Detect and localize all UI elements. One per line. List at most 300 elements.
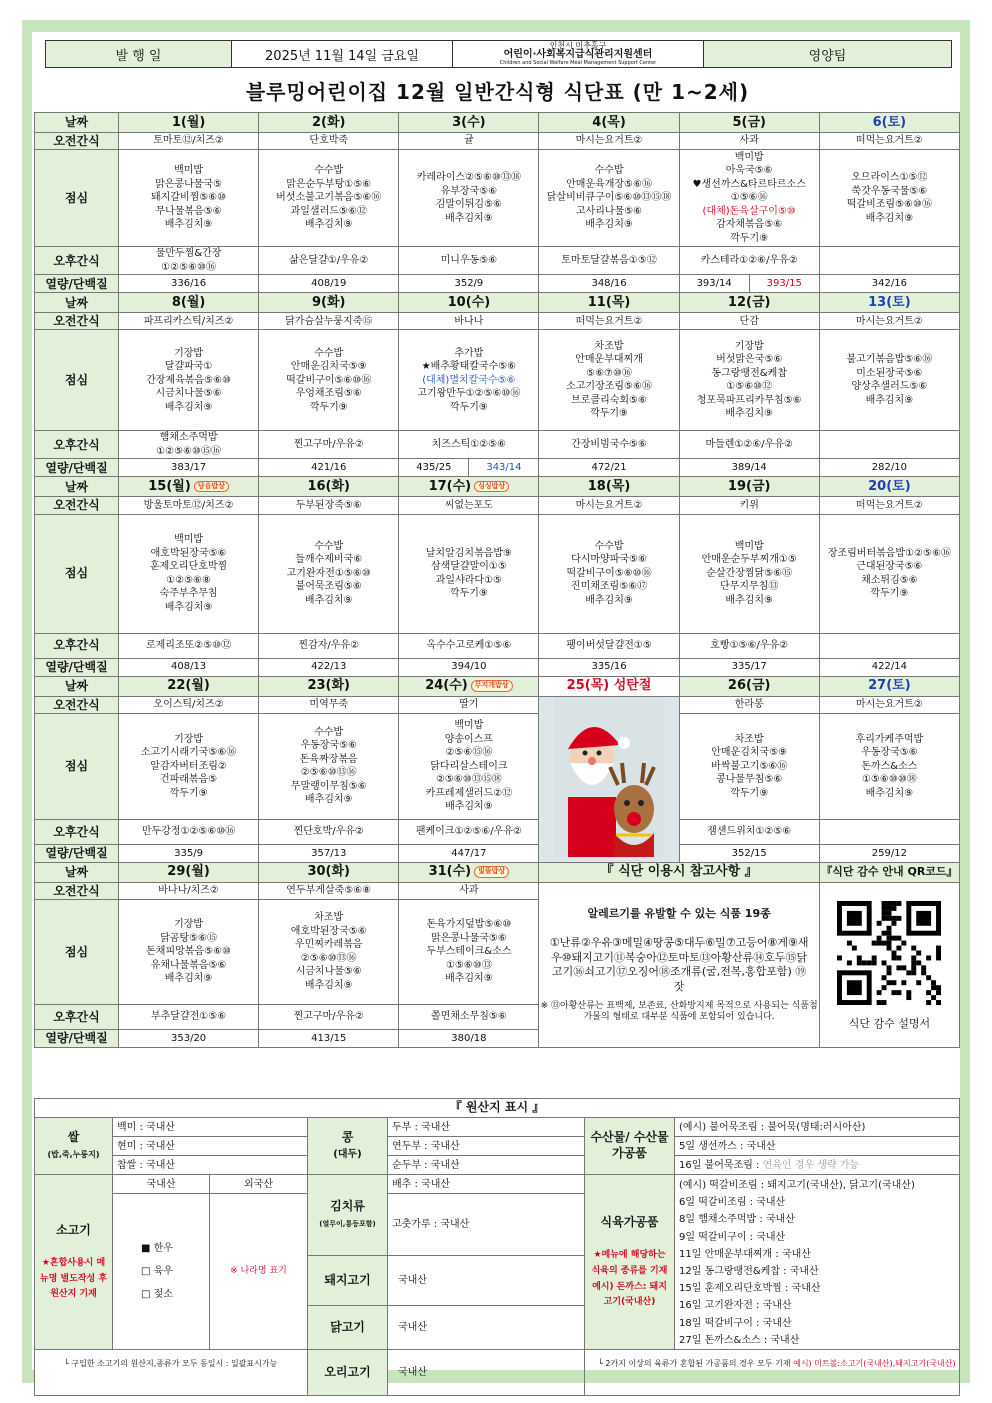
allergy-foot: ※ ⑬아황산류는 표백제, 보존료, 산화방지제 목적으로 사용되는 식품첨가물의 형태로 대부분 식품에 포함되어 있습니다.: [540, 1001, 818, 1022]
am-cell: 단호박죽: [259, 133, 399, 150]
label-kcal: 열량/단백질: [35, 459, 119, 477]
logo-en: Children and Social Welfare Meal Management Support Center: [499, 59, 657, 66]
lunch-item: 건파래볶음⑤: [159, 774, 218, 785]
foot-right-text: └ 2가지 이상의 육류가 혼합된 가공품의 경우 모두 기재: [598, 1359, 791, 1368]
lunch-item: 동그랑땡전&케찹: [711, 367, 787, 379]
date-cell: [819, 676, 959, 696]
kcal-cell: 408/19: [259, 275, 399, 293]
date-text: 15(월): [148, 479, 191, 495]
notes-title: 『 식단 이용시 참고사항 』: [539, 862, 819, 882]
label-pm: 오후간식: [35, 431, 119, 459]
santa-rudolph-icon: [554, 697, 664, 857]
kcal-alt: 343/14: [486, 462, 522, 474]
pm-cell: 쫄면채소무침⑤⑥: [399, 1004, 539, 1029]
lunch-item: 닭곰탕⑤⑥⑮: [160, 932, 218, 944]
am-cell: 연두부게살죽⑤⑥⑧: [259, 882, 399, 899]
date-cell: [399, 862, 539, 882]
pm-line: 물만두찜&간장 ①②⑤⑥⑩⑯: [155, 248, 222, 273]
lunch-item: 깍두기⑨: [590, 408, 629, 420]
lunch-item: 닭다리살스테이크: [430, 760, 508, 772]
lunch-item: 우동장국⑤⑥: [861, 747, 918, 758]
pm-cell: 간장비빔국수⑤⑥: [539, 431, 679, 459]
lunch-item: 배추김치⑨: [445, 973, 493, 985]
date-row: [35, 676, 960, 696]
lunch-item: 다시마양파국⑤⑥: [571, 554, 647, 566]
lunch-cell: [259, 514, 399, 633]
date-cell: [399, 113, 539, 133]
am-cell: 방울토마토⑫/치즈②: [119, 497, 259, 514]
lunch-item: 두부스테이크&소스: [426, 946, 512, 958]
lunch-item: 훈제오리단호박찜: [149, 561, 228, 573]
date-cell: [679, 477, 819, 497]
am-cell: 사과: [399, 882, 539, 899]
kcal-row: [35, 275, 960, 293]
lunch-item: 카프레제샐러드②⑫: [425, 787, 513, 799]
beef-dom-opts: [113, 1194, 210, 1350]
lunch-cell: [679, 150, 819, 247]
bean-2: 순두부 : 국내산: [388, 1156, 585, 1175]
lunch-item: 배추김치⑨: [164, 601, 213, 613]
lunch-item: 떡갈비구이⑤⑥⑩⑯: [566, 567, 652, 579]
lunch-item: ②⑤⑥⑮⑯: [445, 747, 493, 758]
lunch-item: 애호박된장국⑤⑥: [290, 925, 367, 937]
date-cell: [539, 293, 679, 313]
lunch-item: 무말랭이무침⑤⑥: [290, 780, 367, 792]
lunch-item: 안매운김치국⑤⑨: [711, 747, 788, 758]
label-kcal: 열량/단백질: [35, 844, 119, 862]
date-text: 27(토): [868, 678, 911, 694]
proc-list: [675, 1175, 960, 1350]
lunch-item: 백미밥: [454, 720, 484, 731]
qr-cell: [819, 882, 959, 1047]
date-cell: [819, 477, 959, 497]
date-text: 26(금): [727, 678, 771, 694]
lunch-item: 과일샤라다①⑤: [435, 574, 502, 586]
lunch-cell: [819, 150, 959, 247]
date-cell: [119, 293, 259, 313]
label-date: 날짜: [35, 477, 119, 497]
am-cell: 단감: [679, 313, 819, 330]
lunch-item: 진미채조림⑤⑥⑰: [570, 581, 648, 593]
label-am: 오전간식: [35, 313, 119, 330]
date-row: [35, 113, 960, 133]
lunch-item: 쑥갓우동국물⑤⑥: [851, 185, 928, 197]
label-pm: 오후간식: [35, 819, 119, 844]
am-row: [35, 882, 960, 899]
lunch-cell: [539, 150, 679, 247]
beef-opt-yugu: □ 육우: [141, 1265, 173, 1277]
label-date: 날짜: [35, 113, 119, 133]
label-lunch: 점심: [35, 330, 119, 431]
date-cell: [259, 293, 399, 313]
date-text: 1(월): [171, 114, 206, 130]
kcal-cell: 342/16: [819, 275, 959, 293]
am-row: [35, 497, 960, 514]
lunch-item: 백미밥: [174, 534, 204, 546]
origin-table: [34, 1098, 960, 1396]
qr-caption: 식단 감수 설명서: [848, 1017, 931, 1031]
lunch-cell: [539, 330, 679, 431]
lunch-item: 불고기볶음밥⑤⑥⑯: [846, 354, 933, 366]
lunch-cell: [119, 150, 259, 247]
origin-title: 『 원산지 표시 』: [35, 1099, 960, 1118]
lunch-item: 소고기장조림⑤⑥⑯: [566, 381, 652, 393]
lunch-cell: [119, 330, 259, 431]
lunch-row: [35, 514, 960, 633]
foot-right-red: 예시) 미트볼:소고기(국내산),돼지고기(국내산): [793, 1359, 956, 1368]
lunch-item: 불어묵조림⑤⑥: [295, 581, 362, 593]
lunch-item: 차조밥: [314, 912, 344, 924]
am-cell: 떠먹는요거트②: [819, 133, 959, 150]
lunch-item: 수수밥: [314, 347, 344, 359]
date-text: 22(월): [167, 678, 210, 694]
lunch-item: 고기왕만두①②⑤⑥⑩⑯: [417, 388, 521, 400]
lunch-item: 배추김치⑨: [865, 394, 914, 406]
lunch-item: 떡갈비구이⑤⑥⑩⑯: [286, 374, 372, 386]
lunch-item: 수수밥: [594, 165, 624, 177]
lunch-item: 안매운부대찌개: [575, 354, 643, 366]
lunch-item: 과일샐러드⑤⑥⑫: [290, 205, 367, 217]
kcal-row: [35, 459, 960, 477]
lunch-item: 깍두기⑨: [169, 787, 208, 799]
date-row: [35, 862, 960, 882]
badge-icon: 빛뜰밥상: [474, 866, 509, 877]
label-pm: 오후간식: [35, 247, 119, 275]
lunch-cell: [679, 713, 819, 819]
lunch-item: 아욱국⑤⑥: [725, 165, 773, 177]
lunch-item: 양송이스프: [444, 733, 494, 745]
fish-2-text: 16일 불어묵조림 :: [679, 1159, 763, 1171]
lunch-item: (대체)돈육살구이⑤⑩: [702, 205, 796, 217]
lunch-item: 카레라이스②⑤⑥⑩⑬⑱: [416, 172, 521, 184]
kcal-cell: 447/17: [399, 844, 539, 862]
rice-0: 백미 : 국내산: [113, 1118, 308, 1137]
kimchi-label: [308, 1175, 388, 1256]
lunch-item: ♥생선까스&타르타르소스: [692, 178, 806, 190]
pm-line: 햄채소주먹밥 ①②⑤⑥⑩⑮⑯: [156, 432, 221, 457]
lunch-item: 유부장국⑤⑥: [440, 185, 498, 197]
beef-dom-head: 국내산: [113, 1175, 210, 1194]
lunch-item: 깍두기⑨: [449, 401, 488, 413]
pm-cell: 로제리조또②⑤⑩⑫: [119, 633, 259, 658]
issue-date: 2025년 11월 14일 금요일: [232, 41, 453, 67]
pm-cell: [819, 633, 959, 658]
lunch-item: 깍두기⑨: [449, 588, 488, 600]
lunch-item: 감자채볶음⑤⑥: [716, 219, 783, 231]
lunch-item: 고기완자전①⑤⑥⑩: [286, 567, 371, 579]
lunch-item: 버섯소불고기볶음⑤⑥⑯: [276, 192, 382, 204]
date-text: 25(목) 성탄절: [566, 678, 652, 694]
pm-cell: [119, 247, 259, 275]
lunch-item: 배추김치⑨: [304, 219, 353, 231]
proc-8: 18일 떡갈비구이 : 국내산: [679, 1317, 792, 1329]
pm-cell: 카스테라①②⑥/우유②: [679, 247, 819, 275]
lunch-item: 백미밥: [174, 165, 204, 177]
am-cell: 마시는요거트②: [539, 133, 679, 150]
lunch-cell: [119, 514, 259, 633]
date-cell: [399, 676, 539, 696]
logo-small: 인천시 미추홀구: [549, 40, 607, 50]
am-cell: 토마토⑫/치즈②: [119, 133, 259, 150]
lunch-cell: [679, 330, 819, 431]
kcal-cell: [679, 275, 819, 293]
kcal-cell: 421/16: [259, 459, 399, 477]
kimchi-sub: (열무이,통등포함): [319, 1219, 376, 1228]
bean-1: 연두부 : 국내산: [388, 1137, 585, 1156]
lunch-item: 배추김치⑨: [585, 219, 633, 231]
lunch-item: 깍두기⑨: [730, 232, 769, 244]
date-text: 10(수): [447, 294, 491, 310]
lunch-item: ①⑤⑥⑩⑩⑱: [861, 774, 917, 785]
lunch-item: ②⑤⑥⑩⑬⑯: [300, 952, 357, 964]
lunch-item: 배추김치⑨: [445, 212, 493, 224]
kcal-row: [35, 844, 960, 862]
am-cell: 딸기: [399, 696, 539, 713]
lunch-item: 배추김치⑨: [585, 594, 633, 606]
label-am: 오전간식: [35, 133, 119, 150]
beef-blank: [35, 1349, 308, 1395]
center-logo: [453, 41, 704, 67]
lunch-item: 기장밥: [734, 340, 764, 352]
lunch-cell: [399, 150, 539, 247]
label-lunch: 점심: [35, 514, 119, 633]
beef-opt-jeotso: □ 젖소: [141, 1288, 173, 1300]
lunch-item: 배추김치⑨: [865, 787, 914, 799]
lunch-item: 삼색달걀말이①⑤: [430, 561, 507, 573]
proc-2: 8일 햄채소주먹밥 : 국내산: [679, 1214, 795, 1226]
lunch-item: 기장밥: [174, 347, 204, 359]
christmas-illustration: [539, 696, 679, 862]
proc-7: 16일 고기완자전 : 국내산: [679, 1300, 792, 1312]
lunch-item: 돼지갈비찜⑤⑥⑩: [150, 192, 227, 204]
date-cell: [679, 113, 819, 133]
lunch-cell: [259, 713, 399, 819]
lunch-cell: [819, 514, 959, 633]
lunch-item: 고사리나물⑤⑥: [575, 205, 643, 217]
duck-spacer: [585, 1349, 960, 1395]
lunch-item: 배추김치⑨: [164, 401, 213, 413]
fish-label: 수산물/ 수산물가공품: [585, 1118, 675, 1175]
am-cell: 씨없는포도: [399, 497, 539, 514]
date-text: 17(수): [428, 479, 472, 495]
rice-1: 현미 : 국내산: [113, 1137, 308, 1156]
date-cell: [259, 113, 399, 133]
lunch-item: ①⑤⑥⑩⑬: [445, 959, 492, 971]
bean-label: [308, 1118, 388, 1175]
lunch-item: 배추김치⑨: [164, 973, 213, 985]
pm-cell: 잼샌드위치①②⑤⑥: [679, 819, 819, 844]
date-text: 16(화): [307, 479, 350, 495]
lunch-cell: [399, 899, 539, 1004]
rice-2: 찹쌀 : 국내산: [113, 1156, 308, 1175]
am-cell: 바나나: [399, 313, 539, 330]
lunch-item: 우동장국⑤⑥: [300, 740, 358, 752]
am-row: [35, 313, 960, 330]
pm-row: [35, 819, 960, 844]
date-text: 29(월): [167, 864, 210, 880]
beef-note: ★혼합사용시 메뉴명 별도작성 후 원산지 기재: [39, 1258, 108, 1300]
am-row: [35, 133, 960, 150]
lunch-cell: [399, 514, 539, 633]
fish-1: 5일 생선까스 : 국내산: [675, 1137, 960, 1156]
kcal-cell: 348/16: [539, 275, 679, 293]
kcal-alt: 393/15: [766, 277, 802, 289]
proc-9: 27일 돈까스&소스 : 국내산: [679, 1334, 800, 1346]
date-text: 9(화): [311, 294, 346, 310]
kcal-cell: 259/12: [819, 844, 959, 862]
lunch-item: ⑤⑥⑦⑩⑯: [586, 367, 632, 379]
lunch-item: 배추김치⑨: [865, 212, 914, 224]
lunch-item: 배추김치⑨: [304, 794, 353, 806]
date-cell: [539, 477, 679, 497]
date-cell: [679, 293, 819, 313]
kcal-cell: 394/10: [399, 658, 539, 676]
badge-icon: 담음밥상: [194, 481, 229, 492]
am-cell: 마시는요거트②: [819, 313, 959, 330]
qr-code-icon[interactable]: [837, 901, 941, 1005]
lunch-item: 수수밥: [594, 540, 624, 552]
fish-2: [675, 1156, 960, 1175]
am-cell: 떠먹는요거트②: [539, 313, 679, 330]
date-text: 5(금): [732, 114, 766, 130]
lunch-cell: [119, 899, 259, 1004]
lunch-cell: [679, 514, 819, 633]
lunch-item: 근대된장국⑤⑥: [856, 561, 923, 573]
date-text: 24(수): [425, 678, 468, 694]
chicken-value: 국내산: [388, 1305, 585, 1349]
lunch-item: 기장밥: [174, 733, 204, 745]
label-pm: 오후간식: [35, 633, 119, 658]
bean-sub: (대두): [333, 1149, 362, 1160]
kcal-main: 435/25: [399, 459, 469, 476]
date-text: 6(토): [872, 114, 907, 130]
am-cell: 키위: [679, 497, 819, 514]
lunch-item: 배추김치⑨: [304, 594, 353, 606]
lunch-item: 순살간장찜닭⑤⑥⑮: [706, 567, 793, 579]
kcal-cell: 357/13: [259, 844, 399, 862]
lunch-item: 안매운육개장⑤⑥⑯: [566, 178, 652, 190]
allergy-list: ①난류②우유③메밀④땅콩⑤대두⑥밀⑦고등어⑧게⑨새우⑩돼지고기⑪복숭아⑫토마토⑬아황산류⑭호두⑮닭고기⑯쇠고기⑰오징어⑱조개류(굴,전복,홍합포함) ⑲잣: [549, 935, 809, 994]
date-cell: [819, 113, 959, 133]
date-cell: [679, 676, 819, 696]
date-row: [35, 477, 960, 497]
lunch-item: 콩나물무침⑤⑥: [716, 774, 783, 785]
beef-for-head: 외국산: [210, 1175, 308, 1194]
chicken-label: 닭고기: [308, 1305, 388, 1349]
kcal-cell: 380/18: [399, 1029, 539, 1047]
label-kcal: 열량/단백질: [35, 275, 119, 293]
pm-cell: 팽이버섯달걀전①⑤: [539, 633, 679, 658]
duck-label: 오리고기: [308, 1349, 388, 1395]
lunch-item: 차조밥: [734, 733, 764, 745]
duck-value: 국내산: [388, 1349, 585, 1395]
label-date: 날짜: [35, 293, 119, 313]
pm-cell: 미니우동⑤⑥: [399, 247, 539, 275]
kcal-cell: 336/16: [119, 275, 259, 293]
kcal-cell: 335/17: [679, 658, 819, 676]
pm-cell: 찐고구마/우유②: [259, 431, 399, 459]
lunch-cell: [399, 713, 539, 819]
lunch-cell: [399, 330, 539, 431]
pm-cell: 치즈스틱①②⑤⑥: [399, 431, 539, 459]
badge-icon: 싱싱밥상: [474, 481, 509, 492]
lunch-item: 간장제육볶음⑤⑥⑩: [146, 374, 231, 386]
lunch-cell: [259, 150, 399, 247]
lunch-row: [35, 713, 960, 819]
lunch-item: 배추김치⑨: [304, 979, 353, 991]
lunch-item: 애호박된장국⑤⑥: [150, 547, 227, 559]
pm-cell: 옥수수고로케①⑤⑥: [399, 633, 539, 658]
date-text: 18(목): [587, 479, 631, 495]
fish-gray-note: 연육인 경우 생략 가능: [762, 1159, 860, 1171]
date-text: 3(수): [452, 114, 486, 130]
lunch-item: 맑은콩나물국⑤: [155, 178, 223, 190]
team-label: 영양팀: [704, 41, 951, 67]
lunch-item: (대체)멸치칼국수⑤⑥: [422, 374, 516, 386]
beef-label: [35, 1175, 113, 1350]
lunch-item: ①⑤⑥⑩⑫: [726, 381, 773, 393]
proc-3: 9일 떡갈비구이 : 국내산: [679, 1231, 786, 1243]
label-am: 오전간식: [35, 696, 119, 713]
pm-cell: 찐고구마/우유②: [259, 1004, 399, 1029]
lunch-item: 배추김치⑨: [725, 408, 773, 420]
label-am: 오전간식: [35, 497, 119, 514]
lunch-item: 단무지무침⑬: [720, 581, 779, 593]
am-cell: 파프리카스틱/치즈②: [119, 313, 259, 330]
pm-cell: 삶은달걀①/우유②: [259, 247, 399, 275]
pm-row: [35, 431, 960, 459]
lunch-item: 깍두기⑨: [870, 588, 909, 600]
lunch-item: 맑은순두부탕①⑤⑥: [286, 178, 372, 190]
lunch-item: ②⑤⑥⑩⑬⑮⑱: [435, 774, 502, 785]
kcal-cell: 335/9: [119, 844, 259, 862]
date-cell: [119, 676, 259, 696]
date-cell: [819, 293, 959, 313]
lunch-cell: [259, 330, 399, 431]
date-text: 31(수): [428, 864, 472, 880]
lunch-item: 돈채피망볶음⑤⑥⑩: [146, 946, 231, 958]
kcal-split: [399, 459, 538, 476]
kimchi-0: 배추 : 국내산: [388, 1175, 585, 1194]
am-cell: 미역무죽: [259, 696, 399, 713]
header-bar: [45, 40, 952, 68]
lunch-item: 백미밥: [734, 151, 764, 163]
proc-5: 12일 동그랑땡전&케찹 : 국내산: [679, 1265, 819, 1277]
date-cell: [119, 113, 259, 133]
pm-cell: 만두강정①②⑤⑥⑩⑯: [119, 819, 259, 844]
label-pm: 오후간식: [35, 1004, 119, 1029]
beef-for-note: ※ 나라명 표기: [210, 1194, 308, 1350]
lunch-item: 깍두기⑨: [309, 401, 348, 413]
date-text: 4(목): [592, 114, 626, 130]
menu-table: [34, 112, 960, 1048]
kimchi-1: 고춧가루 : 국내산: [388, 1194, 585, 1256]
am-cell: 바나나/치즈②: [119, 882, 259, 899]
am-cell: 떠먹는요거트②: [819, 497, 959, 514]
beef-opt-hanwoo: ■ 한우: [141, 1242, 173, 1254]
lunch-item: 장조림버터볶음밥①②⑤⑥⑯: [827, 547, 951, 559]
rice-label-text: 쌀: [67, 1130, 80, 1145]
pm-cell: 호빵①⑤⑥/우유②: [679, 633, 819, 658]
pork-label: 돼지고기: [308, 1255, 388, 1305]
pm-cell: [819, 431, 959, 459]
lunch-item: 미소된장국⑤⑥: [856, 367, 923, 379]
lunch-item: 시금치나물⑤⑥: [155, 388, 222, 400]
proc-label: [585, 1175, 675, 1350]
lunch-cell: [819, 713, 959, 819]
lunch-item: ①②⑤⑥⑧: [166, 574, 211, 586]
lunch-item: 오므라이스①⑤⑫: [851, 172, 928, 184]
